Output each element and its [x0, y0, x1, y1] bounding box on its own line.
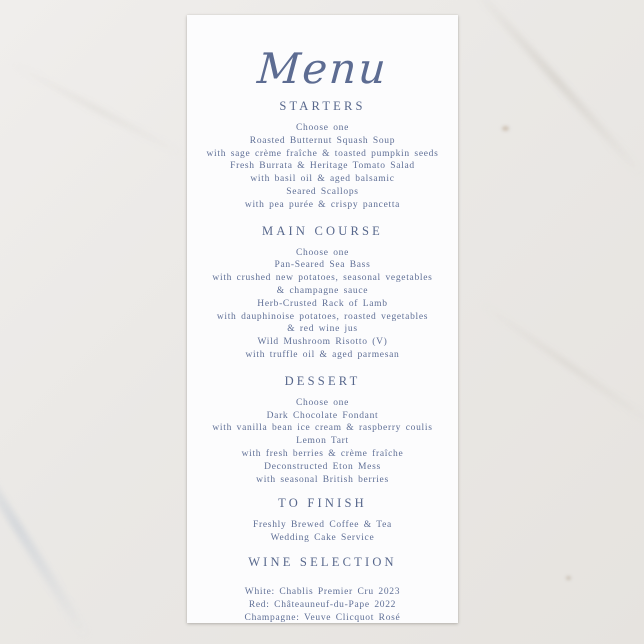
section-heading-starters: STARTERS	[279, 99, 366, 113]
menu-line-choose-one: Choose one	[295, 397, 350, 408]
menu-line-description: with dauphinoise potatoes, roasted vegetables	[216, 311, 429, 322]
menu-line-choose-one: Choose one	[295, 123, 350, 133]
menu-line-dish: Wild Mushroom Risotto (V)	[257, 337, 388, 348]
section-heading-wine-selection: WINE SELECTION	[248, 554, 397, 569]
menu-line-dish: Seared Scallops	[286, 186, 359, 197]
menu-line-dish: Freshly Brewed Coffee & Tea	[253, 520, 392, 531]
menu-section-to-finish	[187, 496, 458, 545]
marble-vein	[9, 60, 188, 159]
menu-line-dish: Herb-Crusted Rack of Lamb	[257, 298, 388, 309]
menu-line-description: with basil oil & aged balsamic	[250, 174, 395, 185]
section-lines-dessert	[187, 397, 458, 487]
marble-vein	[467, 0, 644, 180]
marble-speck	[502, 126, 509, 131]
section-heading-dessert: DESSERT	[284, 373, 361, 388]
section-heading-main-course: MAIN COURSE	[262, 223, 383, 238]
menu-line-dish: Fresh Burrata & Heritage Tomato Salad	[230, 161, 415, 172]
section-lines-wine-selection	[187, 586, 458, 624]
menu-line-wine-white: White: Chablis Premier Cru 2023	[244, 586, 401, 597]
menu-line-description: with pea purée & crispy pancetta	[244, 199, 401, 210]
menu-line-wine-champagne: Champagne: Veuve Clicquot Rosé	[244, 612, 401, 623]
menu-line-description: with fresh berries & crème fraîche	[241, 448, 404, 459]
section-lines-starters	[187, 122, 458, 212]
menu-line-description: with vanilla bean ice cream & raspberry coulis	[212, 423, 433, 434]
menu-line-dish: Lemon Tart	[296, 436, 349, 447]
section-lines-main-course	[187, 247, 458, 362]
menu-line-description: with seasonal British berries	[256, 474, 389, 485]
menu-section-wine-selection	[187, 555, 458, 624]
menu-section-main-course	[187, 224, 458, 362]
menu-line-choose-one: Choose one	[295, 247, 350, 258]
menu-line-dish: Deconstructed Eton Mess	[264, 461, 381, 472]
section-heading-to-finish: TO FINISH	[278, 496, 367, 511]
menu-line-dish: Dark Chocolate Fondant	[266, 410, 379, 421]
menu-line-description: & champagne sauce	[276, 285, 369, 296]
menu-section-starters	[187, 99, 458, 212]
section-lines-to-finish	[187, 519, 458, 545]
menu-title: Menu	[255, 44, 390, 93]
menu-line-dish: Roasted Butternut Squash Soup	[249, 135, 396, 146]
menu-card	[187, 15, 458, 623]
menu-section-dessert	[187, 374, 458, 487]
marble-vein	[0, 432, 91, 641]
menu-line-description: with truffle oil & aged parmesan	[245, 349, 400, 360]
menu-line-dish: Wedding Cake Service	[270, 533, 375, 544]
menu-line-description: with crushed new potatoes, seasonal vegetables	[212, 273, 433, 284]
menu-line-wine-red: Red: Châteauneuf-du-Pape 2022	[248, 599, 397, 610]
marble-vein	[478, 301, 644, 432]
menu-line-dish: Pan-Seared Sea Bass	[274, 260, 371, 271]
menu-line-description: & red wine jus	[287, 324, 358, 335]
menu-line-description: with sage crème fraîche & toasted pumpkin seeds	[206, 148, 439, 159]
marble-speck	[566, 576, 571, 580]
